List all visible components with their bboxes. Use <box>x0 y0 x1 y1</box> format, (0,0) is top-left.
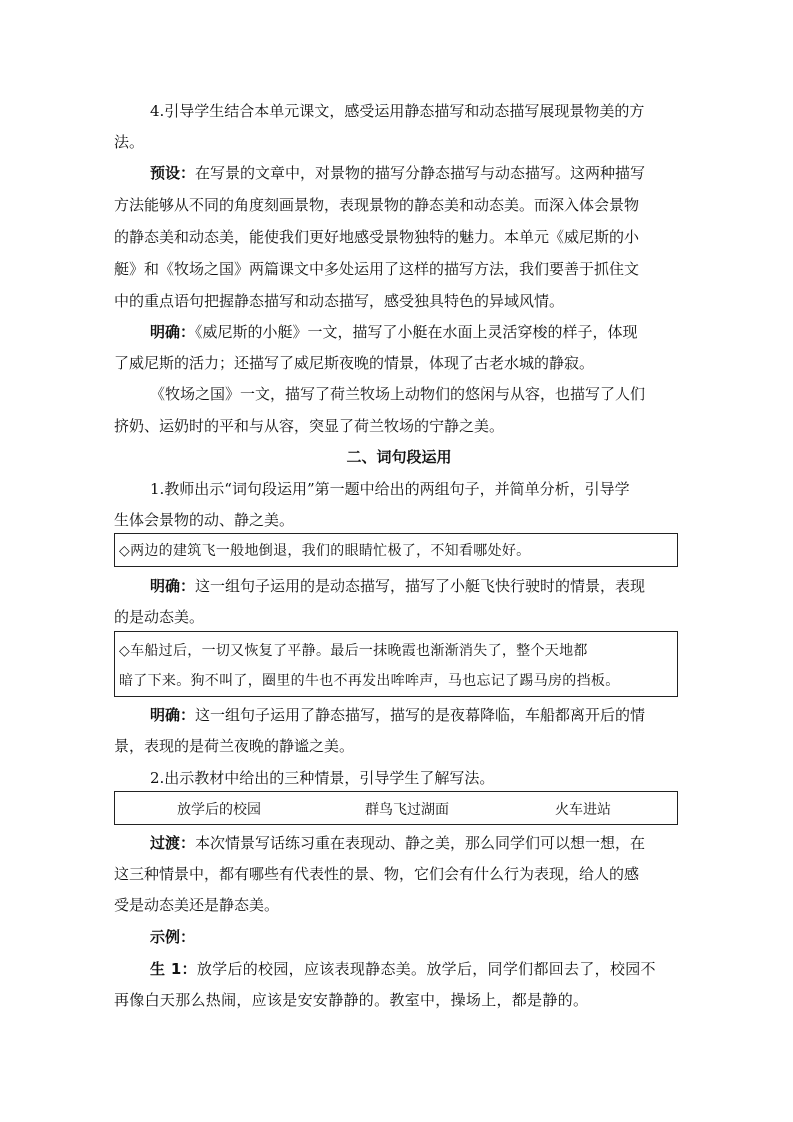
paragraph-line: 再像白天那么热闹，应该是安安静静的。教室中，操场上，都是静的。 <box>114 991 589 1009</box>
example-sentence: ◇两边的建筑飞一般地倒退，我们的眼睛忙极了，不知看哪处好。 <box>119 543 531 559</box>
clarify-text: 这一组句子运用的是动态描写，描写了小艇飞快行驶时的情景，表现 <box>195 577 646 595</box>
student-text: 放学后的校园，应该表现静态美。放学后，同学们都回去了，校园不 <box>196 960 656 978</box>
example-sentence: 暗了下来。狗不叫了，圈里的牛也不再发出哞哞声，马也忘记了踢马房的挡板。 <box>119 673 620 689</box>
clarify-text: 《威尼斯的小艇》一文，描写了小艇在水面上灵活穿梭的样子，体现 <box>195 323 638 341</box>
clarify-label: 明确： <box>150 706 196 724</box>
paragraph-line: 方法能够从不同的角度刻画景物，表现景物的静态美和动态美。而深入体会景物 <box>114 196 640 214</box>
scene-item: 火车进站 <box>555 802 611 818</box>
transition-text: 本次情景写话练习重在表现动、静之美，那么同学们可以想一想，在 <box>195 834 646 852</box>
paragraph-line: 1.教师出示“词句段运用”第一题中给出的两组句子，并简单分析，引导学 <box>150 480 630 498</box>
preset-paragraph-line <box>150 162 684 184</box>
paragraph-line: 的是动态美。 <box>114 608 205 626</box>
example-sentence-box <box>114 631 678 697</box>
preset-text: 在写景的文章中，对景物的描写分静态描写与动态描写。这两种描写 <box>195 164 646 182</box>
clarify-label: 明确： <box>150 577 196 595</box>
preset-label: 预设： <box>150 164 196 182</box>
transition-paragraph-line <box>150 832 684 854</box>
paragraph-line: 生体会景物的动、静之美。 <box>114 511 295 529</box>
example-sentence: ◇车船过后，一切又恢复了平静。最后一抹晚霞也渐渐消失了，整个天地都 <box>119 643 588 659</box>
transition-label: 过渡： <box>150 834 196 852</box>
student-label: 生 1： <box>150 960 197 978</box>
paragraph-line: 《牧场之国》一文，描写了荷兰牧场上动物们的悠闲与从容，也描写了人们 <box>150 385 646 403</box>
paragraph-line: 受是动态美还是静态美。 <box>114 896 280 914</box>
section-heading: 二、词句段运用 <box>346 448 452 466</box>
clarify-paragraph-line <box>150 575 684 597</box>
student-paragraph-line <box>150 958 684 980</box>
paragraph-line: 法。 <box>114 133 145 151</box>
paragraph-line: 4.引导学生结合本单元课文，感受运用静态描写和动态描写展现景物美的方 <box>150 102 645 120</box>
scene-item: 群鸟飞过湖面 <box>365 802 449 818</box>
paragraph-line: 的静态美和动态美，能使我们更好地感受景物独特的魅力。本单元《威尼斯的小 <box>114 228 640 246</box>
paragraph-line: 2.出示教材中给出的三种情景，引导学生了解写法。 <box>150 769 495 787</box>
scenes-box <box>114 791 678 825</box>
example-label: 示例： <box>150 928 196 946</box>
paragraph-line: 挤奶、运奶时的平和与从容，突显了荷兰牧场的宁静之美。 <box>114 417 505 435</box>
clarify-paragraph-line <box>150 704 684 726</box>
paragraph-line: 景，表现的是荷兰夜晚的静谧之美。 <box>114 737 355 755</box>
paragraph-line: 中的重点语句把握静态描写和动态描写，感受独具特色的异域风情。 <box>114 292 565 310</box>
paragraph-line: 了威尼斯的活力；还描写了威尼斯夜晚的情景，体现了古老水城的静寂。 <box>114 354 595 372</box>
paragraph-line: 这三种情景中，都有哪些有代表性的景、物，它们会有什么行为表现，给人的感 <box>114 865 640 883</box>
clarify-label: 明确： <box>150 323 196 341</box>
clarify-text: 这一组句子运用了静态描写，描写的是夜幕降临，车船都离开后的情 <box>195 706 646 724</box>
paragraph-line: 艇》和《牧场之国》两篇课文中多处运用了这样的描写方法，我们要善于抓住文 <box>114 260 640 278</box>
example-sentence-box <box>114 533 678 567</box>
scene-item: 放学后的校园 <box>177 802 261 818</box>
clarify-paragraph-line <box>150 321 684 343</box>
